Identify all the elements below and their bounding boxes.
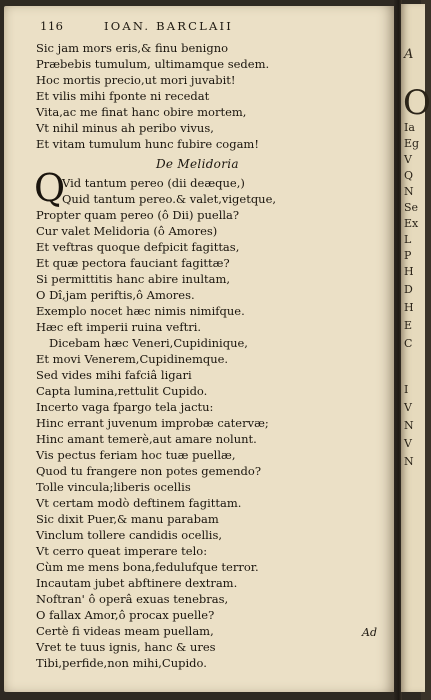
right-page-fragment: C — [404, 337, 413, 350]
poem-line: Capta lumina,rettulit Cupido. — [36, 384, 208, 398]
poem-line: Incerto vaga fpargo tela jactu: — [36, 400, 214, 414]
poem-title: De Melidoria — [156, 157, 239, 171]
poem-line: Cùm me mens bona,fedulufque terror. — [36, 560, 259, 574]
right-page-fragment: Q — [404, 169, 414, 182]
poem-line: Hinc errant juvenum improbæ catervæ; — [36, 416, 269, 430]
poem-line: Vid tantum pereo (dii deæque,) — [62, 176, 245, 190]
running-head — [40, 19, 390, 33]
right-page-fragment: Se — [404, 201, 419, 214]
right-page-fragment: D — [404, 283, 413, 296]
right-page-fragment: Eg — [404, 137, 420, 150]
right-page-fragment: N — [404, 419, 414, 432]
poem-line: Hæc eft imperii ruina veftri. — [36, 320, 202, 334]
poem-line: Vis pectus feriam hoc tuæ puellæ, — [36, 448, 236, 462]
text-line: Præbebis tumulum, ultimamque sedem. — [36, 57, 270, 71]
poem-line: Hinc amant temerè,aut amare nolunt. — [36, 432, 257, 446]
poem-line: Certè fi videas meam puellam, — [36, 624, 214, 638]
poem-line: Sed vides mihi fafciâ ligari — [36, 368, 192, 382]
poem-line: O Dî,jam periftis,ô Amores. — [36, 288, 195, 302]
poem-line: Et quæ pectora fauciant fagittæ? — [36, 256, 230, 270]
right-page-fragment: A — [404, 47, 414, 62]
text-line: Vita,ac me finat hanc obire mortem, — [36, 105, 247, 119]
poem-line: Sic dixit Puer,& manu parabam — [36, 512, 219, 526]
poem-line: Vret te tuus ignis, hanc & ures — [36, 640, 216, 654]
poem-line: Noftran' ô operâ exuas tenebras, — [36, 592, 229, 606]
poem-line: Et movi Venerem,Cupidinemque. — [36, 352, 229, 366]
right-page-fragment: H — [404, 301, 414, 314]
right-page-fragment: Ex — [404, 217, 419, 230]
text-line: Et vilis mihi fponte ni recedat — [36, 89, 210, 103]
right-page-fragment: V — [404, 153, 412, 166]
poem-line: Quid tantum pereo.& valet,vigetque, — [62, 192, 277, 206]
poem-line: Vt cerro queat imperare telo: — [36, 544, 208, 558]
right-page-fragment: N — [404, 185, 414, 198]
right-page-fragment: E — [404, 319, 413, 332]
right-page-fragment: I — [404, 383, 409, 396]
page-number: 116 — [40, 19, 64, 33]
text-line: Sic jam mors eris,& finu benigno — [36, 41, 229, 55]
right-page-fragment: V — [404, 437, 412, 450]
right-page-fragment: P — [404, 249, 412, 262]
poem-line: Exemplo nocet hæc nimis nimifque. — [36, 304, 245, 318]
left-page — [4, 6, 396, 692]
running-title: IOAN. BARCLAII — [104, 19, 233, 33]
drop-cap: Q — [34, 166, 66, 210]
poem-line: Tibi,perfide,non mihi,Cupido. — [36, 656, 207, 670]
poem-line: Tolle vincula;liberis ocellis — [36, 480, 191, 494]
text-line: Vt nihil minus ah peribo vivus, — [36, 121, 214, 135]
right-page-fragment: Ia — [404, 121, 415, 134]
right-page-fragment: O — [403, 83, 431, 123]
right-page-edge — [401, 4, 431, 692]
right-page-fragment: H — [404, 265, 414, 278]
poem-line: Dicebam hæc Veneri,Cupidinique, — [49, 336, 248, 350]
poem-line: Si permittitis hanc abire inultam, — [36, 272, 231, 286]
poem-line: Cur valet Melidoria (ô Amores) — [36, 224, 218, 238]
poem-line: Propter quam pereo (ô Dii) puella? — [36, 208, 240, 222]
poem-line: Et veftras quoque defpicit fagittas, — [36, 240, 240, 254]
poem-line: Incautam jubet abftinere dextram. — [36, 576, 238, 590]
text-line: Hoc mortis precio,ut mori juvabit! — [36, 73, 236, 87]
text-line: Et vitam tumulum hunc fubire cogam! — [36, 137, 259, 151]
right-page-fragment: V — [404, 401, 412, 414]
poem-line: Quod tu frangere non potes gemendo? — [36, 464, 261, 478]
poem-line: Vt certam modò deftinem fagittam. — [36, 496, 242, 510]
catchword: Ad — [362, 626, 377, 639]
right-page-fragment: N — [404, 455, 414, 468]
right-page-fragment: L — [404, 233, 412, 246]
poem-line: O fallax Amor,ô procax puelle? — [36, 608, 215, 622]
poem-line: Vinclum tollere candidis ocellis, — [36, 528, 223, 542]
